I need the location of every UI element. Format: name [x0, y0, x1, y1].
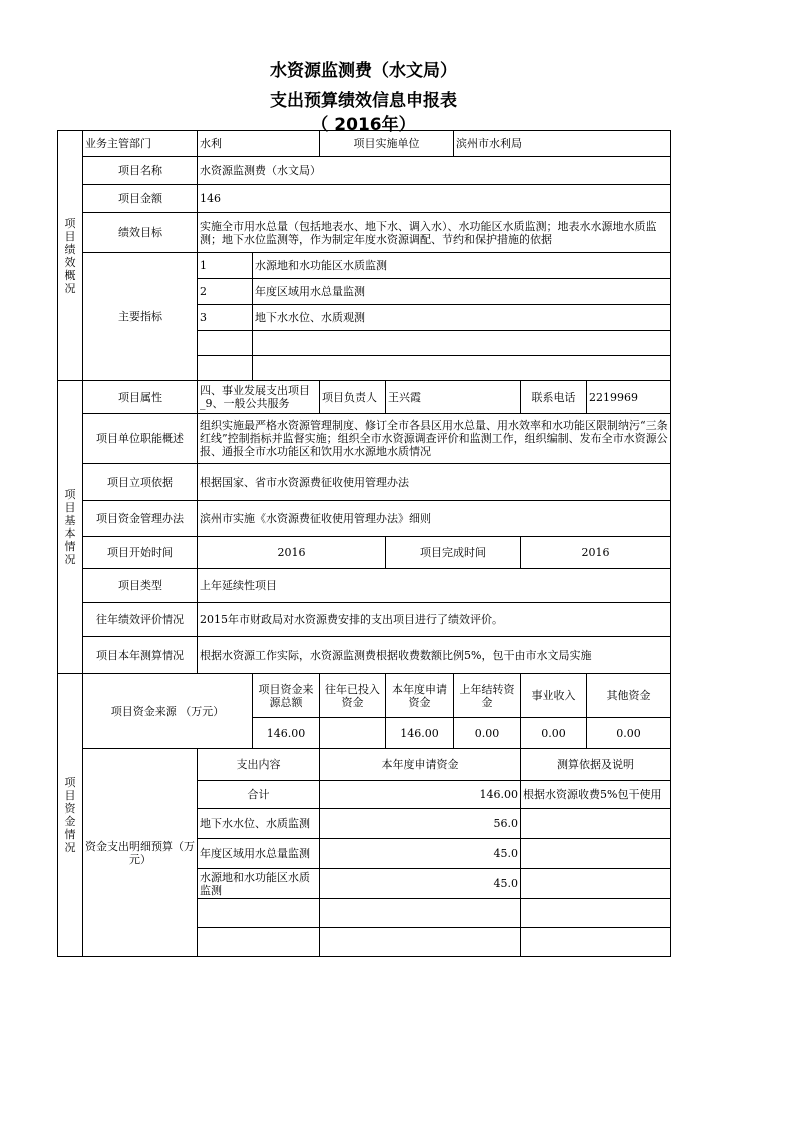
indicator-no: 3: [198, 305, 253, 331]
total-note: 根据水资源收费5%包干使用: [521, 781, 671, 809]
expense-item-note: [521, 899, 671, 928]
fund-source-label: 项目资金来源 （万元）: [83, 674, 253, 749]
indicator-text: [253, 356, 671, 381]
indicator-text: 年度区域用水总量监测: [253, 279, 671, 305]
detail-header-content: 支出内容: [198, 749, 320, 781]
past-eval-value: 2015年市财政局对水资源费安排的支出项目进行了绩效评价。: [198, 603, 671, 637]
form-title: 水资源监测费（水文局）: [270, 61, 457, 81]
project-type-label: 项目类型: [83, 569, 198, 603]
side-label-char: 绩: [64, 242, 76, 256]
project-amount-label: 项目金额: [83, 185, 198, 213]
side-label-char: 目: [64, 501, 76, 514]
end-time-value: 2016: [521, 537, 671, 569]
side-label-char: 金: [64, 815, 76, 828]
basis-value: 根据国家、省市水资源费征收使用管理办法: [198, 464, 671, 501]
form-subtitle: 支出预算绩效信息申报表: [270, 91, 457, 111]
project-name-label: 项目名称: [83, 157, 198, 185]
side-label-char: 本: [64, 527, 76, 540]
source-header: 往年已投入资金: [320, 674, 386, 718]
indicator-text: 水源地和水功能区水质监测: [253, 253, 671, 279]
expense-item-name: [198, 928, 320, 957]
side-label-char: 资: [64, 802, 76, 815]
source-value: 146.00: [253, 718, 320, 749]
project-amount-value: 146: [198, 185, 671, 213]
performance-goal-value: 实施全市用水总量（包括地表水、地下水、调入水）、水功能区水质监测；地表水水源地水质监测；地下水位监测等，作为制定年度水资源调配、节约和保护措施的依据: [198, 213, 671, 253]
leader-label: 项目负责人: [320, 381, 386, 414]
expense-item-value: 56.0: [320, 809, 521, 839]
unit-label: 项目实施单位: [320, 131, 454, 157]
budget-form-table: [57, 130, 671, 957]
expense-item-value: [320, 899, 521, 928]
duty-value: 组织实施最严格水资源管理制度、修订全市各县区用水总量、用水效率和水功能区限制纳污“三条红线”控制指标并监督实施；组织全市水资源调查评价和监测工作，组织编制、发布全市水资源公报、通报全市水功能区和饮用水水源地水质情况: [198, 414, 671, 464]
phone-value: 2219969: [587, 381, 671, 414]
indicator-no: [198, 331, 253, 356]
duty-label: 项目单位职能概述: [83, 414, 198, 464]
phone-label: 联系电话: [521, 381, 587, 414]
expense-item-name: 水源地和水功能区水质监测: [198, 869, 320, 899]
side-label-char: 况: [64, 841, 76, 854]
source-header: 项目资金来源总额: [253, 674, 320, 718]
section-performance-label: [58, 131, 83, 381]
expense-item-value: [320, 928, 521, 957]
expense-item-name: [198, 899, 320, 928]
section-fund-label: [58, 674, 83, 957]
expense-item-name: 地下水水位、水质监测: [198, 809, 320, 839]
expense-item-value: 45.0: [320, 869, 521, 899]
attr-label: 项目属性: [83, 381, 198, 414]
side-label-char: 况: [64, 553, 76, 566]
indicator-no: 1: [198, 253, 253, 279]
calc-label: 项目本年测算情况: [83, 637, 198, 674]
indicator-text: 地下水水位、水质观测: [253, 305, 671, 331]
main-indicators-label: 主要指标: [83, 253, 198, 381]
indicator-no: 2: [198, 279, 253, 305]
source-header: 本年度申请资金: [386, 674, 454, 718]
side-label-char: 情: [64, 828, 76, 841]
expense-item-note: [521, 809, 671, 839]
end-time-label: 项目完成时间: [386, 537, 521, 569]
side-label-char: 概: [64, 268, 76, 282]
side-label-char: 基: [64, 514, 76, 527]
source-value: 0.00: [454, 718, 521, 749]
dept-value: 水利: [198, 131, 320, 157]
indicator-text: [253, 331, 671, 356]
project-name-value: 水资源监测费（水文局）: [198, 157, 671, 185]
source-header: 事业收入: [521, 674, 587, 718]
source-value: 146.00: [386, 718, 454, 749]
attr-value: 四、事业发展支出项目_9、一般公共服务: [198, 381, 320, 414]
section-basic-label: [58, 381, 83, 674]
source-header: 其他资金: [587, 674, 671, 718]
side-label-char: 况: [64, 281, 76, 295]
detail-budget-label: 资金支出明细预算（万元）: [83, 749, 198, 957]
fund-mgmt-value: 滨州市实施《水资源费征收使用管理办法》细则: [198, 501, 671, 537]
source-value: [320, 718, 386, 749]
side-label-char: 项: [64, 776, 76, 789]
source-header: 上年结转资金: [454, 674, 521, 718]
project-type-value: 上年延续性项目: [198, 569, 671, 603]
expense-item-note: [521, 869, 671, 899]
total-value: 146.00: [320, 781, 521, 809]
source-value: 0.00: [521, 718, 587, 749]
dept-label: 业务主管部门: [83, 131, 198, 157]
side-label-char: 项: [64, 216, 76, 230]
detail-header-amount: 本年度申请资金: [320, 749, 521, 781]
indicator-no: [198, 356, 253, 381]
expense-item-value: 45.0: [320, 839, 521, 869]
unit-value: 滨州市水利局: [454, 131, 671, 157]
past-eval-label: 往年绩效评价情况: [83, 603, 198, 637]
start-time-label: 项目开始时间: [83, 537, 198, 569]
source-value: 0.00: [587, 718, 671, 749]
leader-value: 王兴霞: [386, 381, 521, 414]
side-label-char: 效: [64, 255, 76, 269]
expense-item-name: 年度区域用水总量监测: [198, 839, 320, 869]
detail-header-note: 测算依据及说明: [521, 749, 671, 781]
side-label-char: 目: [64, 789, 76, 802]
side-label-char: 目: [64, 229, 76, 243]
performance-goal-label: 绩效目标: [83, 213, 198, 253]
start-time-value: 2016: [198, 537, 386, 569]
side-label-char: 项: [64, 488, 76, 501]
calc-value: 根据水资源工作实际，水资源监测费根据收费数额比例5%，包干由市水文局实施: [198, 637, 671, 674]
expense-item-note: [521, 928, 671, 957]
form-year: （ 2016年）: [311, 115, 416, 135]
fund-mgmt-label: 项目资金管理办法: [83, 501, 198, 537]
expense-item-note: [521, 839, 671, 869]
basis-label: 项目立项依据: [83, 464, 198, 501]
total-label: 合计: [198, 781, 320, 809]
side-label-char: 情: [64, 540, 76, 553]
